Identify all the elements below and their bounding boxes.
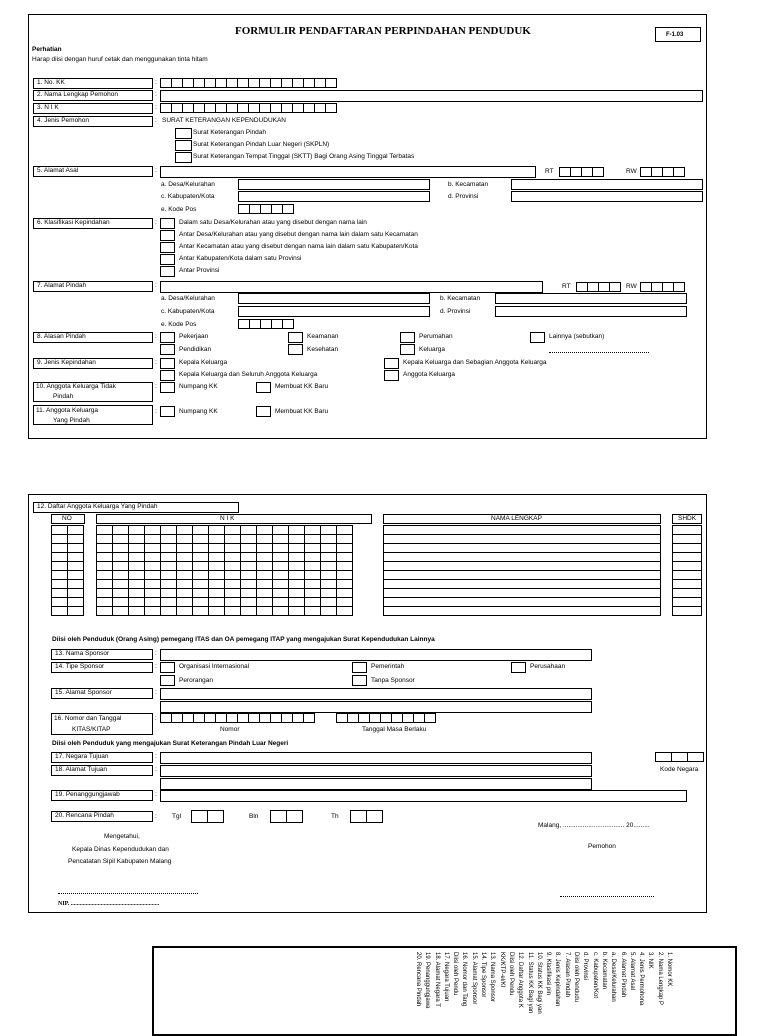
pindah-kabupaten-input[interactable] xyxy=(238,306,430,317)
page-3-line: 18. Alamat Negara T xyxy=(433,952,440,1007)
label-no-kk: 1. No. KK xyxy=(33,78,153,89)
label-alamat-sponsor: 15. Alamat Sponsor xyxy=(51,688,153,699)
table-cell[interactable] xyxy=(240,606,257,616)
label-rencana-pindah: 20. Rencana Pindah xyxy=(51,811,153,822)
label-nama-pemohon: 2. Nama Lengkap Pemohon xyxy=(33,90,153,101)
label-nik: 3. N I K xyxy=(33,103,153,114)
table-cell[interactable] xyxy=(208,606,225,616)
checkbox-pemerintah[interactable] xyxy=(352,662,367,673)
colon: : xyxy=(155,766,157,773)
label-penanggungjawab: 19. Penanggungjawab xyxy=(51,790,153,801)
jenis-pemohon-heading: SURAT KETERANGAN KEPENDUDUKAN xyxy=(162,117,287,124)
desa-label: a. Desa/Kelurahan xyxy=(161,295,215,302)
page-3-line: 9. Klasifikasi pin xyxy=(545,952,552,996)
lainnya-line[interactable] xyxy=(549,352,649,353)
sign-pemohon: Pemohon xyxy=(588,843,616,850)
page-3-line: Diisi oleh Pendu xyxy=(507,952,514,996)
checkbox-pindah-numpang[interactable] xyxy=(160,406,175,417)
tidak-baru-label: Membuat KK Baru xyxy=(275,383,329,390)
rt-label: RT xyxy=(562,283,571,290)
colon: : xyxy=(155,333,157,340)
checkbox-anggota[interactable] xyxy=(384,370,399,381)
alamat-pindah-rt-input[interactable] xyxy=(576,282,620,292)
klas-option-2: Antar Desa/Kelurahan atau yang disebut dengan nama lain dalam satu Kecamatan xyxy=(179,231,418,238)
colon: : xyxy=(155,408,157,415)
form-code: F-1.03 xyxy=(666,32,684,38)
pindah-kodepos-input[interactable] xyxy=(238,319,293,329)
table-cell[interactable] xyxy=(67,606,84,616)
rencana-tgl-label: Tgl xyxy=(172,813,182,820)
alamat-pindah-rw-input[interactable] xyxy=(640,282,684,292)
colon: : xyxy=(155,753,157,760)
alamat-tujuan-input-2[interactable] xyxy=(160,778,592,790)
page-3-line: 16. Nomor dan Tang xyxy=(461,952,468,1007)
kepindahan-anggota: Anggota Keluarga xyxy=(403,371,456,378)
table-cell[interactable] xyxy=(383,606,661,616)
no-kk-input[interactable] xyxy=(160,78,336,88)
page-3-line: 12. Daftar Anggota K xyxy=(517,952,524,1008)
klas-option-1: Dalam satu Desa/Kelurahan atau yang disebut dengan nama lain xyxy=(179,219,367,226)
page-3-line: 8. Jenis Kepindahan xyxy=(554,952,561,1007)
checkbox-tanpa-sponsor[interactable] xyxy=(352,675,367,686)
asal-desa-input[interactable] xyxy=(238,179,430,190)
table-col-shdk: SHDK xyxy=(678,515,697,522)
table-cell[interactable] xyxy=(288,606,305,616)
page-3-line: 2. Nama Lengkap P xyxy=(656,952,663,1006)
page-3-line: 14. Tipe Sponsor xyxy=(480,952,486,998)
sponsor-tanpa: Tanpa Sponsor xyxy=(371,677,415,684)
table-cell[interactable] xyxy=(128,606,145,616)
colon: : xyxy=(155,167,157,174)
sponsor-org: Organisasi Internasional xyxy=(179,663,250,670)
checkbox-sktt[interactable] xyxy=(175,152,192,163)
colon: : xyxy=(155,359,157,366)
rencana-bln-label: Bln xyxy=(249,813,259,820)
table-cell[interactable] xyxy=(672,606,702,616)
alamat-sponsor-input-2[interactable] xyxy=(160,701,592,713)
page-3-line: 7. Alasan Pindah xyxy=(563,952,570,998)
page-3-line: 6. Alamat Pindah xyxy=(619,952,626,998)
page-3-line: 20. Rencana Pindah xyxy=(414,952,421,1007)
checkbox-keluarga[interactable] xyxy=(400,344,415,355)
label-klasifikasi: 6. Klasifikasi Kepindahan xyxy=(33,218,153,229)
rw-label: RW xyxy=(626,168,637,175)
sponsor-perorangan: Perorangan xyxy=(179,677,213,684)
table-cell[interactable] xyxy=(304,606,321,616)
negara-tujuan-input[interactable] xyxy=(160,752,592,764)
colon: : xyxy=(155,117,157,124)
label-alamat-asal: 5. Alamat Asal xyxy=(33,166,153,177)
table-cell[interactable] xyxy=(176,606,193,616)
page-3-line: Diisi oleh Pendu xyxy=(452,952,459,996)
label-alasan-pindah: 8. Alasan Pindah xyxy=(33,332,153,343)
kecamatan-label: b. Kecamatan xyxy=(440,295,481,302)
label-alamat-pindah: 7. Alamat Pindah xyxy=(33,281,153,292)
checkbox-kk-sebagian[interactable] xyxy=(384,358,399,369)
sponsor-perusahaan: Perusahaan xyxy=(530,663,566,670)
checkbox-perumahan[interactable] xyxy=(400,332,415,343)
page-3-line: 5. Alamat Asal xyxy=(628,952,635,991)
alasan-pekerjaan: Pekerjaan xyxy=(179,333,209,340)
klas-option-4: Antar Kabupaten/Kota dalam satu Provinsi xyxy=(179,255,302,262)
kabupaten-label: c. Kabupaten/Kota xyxy=(161,193,215,200)
table-cell[interactable] xyxy=(51,606,68,616)
kodepos-label: e. Kode Pos xyxy=(161,206,197,213)
asal-provinsi-input[interactable] xyxy=(511,191,703,202)
page-3-line: a. Desa/Kelurahan xyxy=(610,952,617,1002)
checkbox-keamanan[interactable] xyxy=(288,332,303,343)
provinsi-label: d. Provinsi xyxy=(440,308,471,315)
option-skpln: Surat Keterangan Pindah Luar Negeri (SKPLN) xyxy=(193,141,330,148)
alasan-kesehatan: Kesehatan xyxy=(307,346,339,353)
rw-label: RW xyxy=(626,283,637,290)
table-cell[interactable] xyxy=(224,606,241,616)
checkbox-klas-2[interactable] xyxy=(160,230,175,241)
table-cell[interactable] xyxy=(320,606,337,616)
checkbox-kk-seluruh[interactable] xyxy=(160,370,175,381)
pindah-kecamatan-input[interactable] xyxy=(495,293,687,304)
kode-negara-input[interactable] xyxy=(655,752,703,762)
checkbox-skp[interactable] xyxy=(175,128,192,139)
checkbox-skpln[interactable] xyxy=(175,140,192,151)
label-jenis-kepindahan: 9. Jenis Kepindahan xyxy=(33,358,153,369)
checkbox-pekerjaan[interactable] xyxy=(160,332,175,343)
colon: : xyxy=(155,91,157,98)
page-3-line: KK/KTP-el/KI xyxy=(498,952,505,988)
rencana-tgl-input[interactable] xyxy=(191,810,223,820)
sign-nip: NIP. ........................................................... xyxy=(58,901,160,907)
checkbox-lainnya[interactable] xyxy=(530,332,545,343)
table-cell[interactable] xyxy=(112,606,129,616)
page-3-line: 1. Nomor KK xyxy=(666,952,672,987)
checkbox-klas-5[interactable] xyxy=(160,266,175,277)
page-3-line: b. Kecamatan xyxy=(600,952,607,990)
kitas-tanggal-input[interactable] xyxy=(336,713,435,723)
checkbox-kk[interactable] xyxy=(160,358,175,369)
form-title: FORMULIR PENDAFTARAN PERPINDAHAN PENDUDUK xyxy=(235,25,531,37)
kepindahan-kk-sebagian: Kepala Keluarga dan Sebagian Anggota Keluarga xyxy=(403,359,547,366)
klas-option-5: Antar Provinsi xyxy=(179,267,220,274)
provinsi-label: d. Provinsi xyxy=(448,193,479,200)
label-anggota-pindah-line1: 11. Anggota Keluarga xyxy=(36,407,99,414)
label-tipe-sponsor: 14. Tipe Sponsor xyxy=(51,662,153,673)
page-3-line: 13. Nama Sponsor xyxy=(489,952,496,1003)
page-3-line: Diisi oleh Pendudu xyxy=(573,952,579,1003)
penanggungjawab-input[interactable] xyxy=(160,790,687,802)
rencana-th-label: Th xyxy=(331,813,339,820)
table-col-nama: NAMA LENGKAP xyxy=(491,515,542,522)
nama-sponsor-input[interactable] xyxy=(160,649,592,661)
colon: : xyxy=(155,689,157,696)
checkbox-tidak-numpang[interactable] xyxy=(160,382,175,393)
checkbox-klas-1[interactable] xyxy=(160,218,175,229)
table-cell[interactable] xyxy=(256,606,273,616)
label-anggota-tidak-pindah-line2: Pindah xyxy=(53,393,74,400)
alamat-asal-input[interactable] xyxy=(160,166,536,178)
kitas-nomor-label: Nomor xyxy=(220,726,240,733)
note-text: Harap diisi dengan huruf cetak dan menggunakan tinta hitam xyxy=(32,56,208,63)
alasan-perumahan: Perumahan xyxy=(419,333,453,340)
colon: : xyxy=(155,813,157,820)
table-cell[interactable] xyxy=(144,606,161,616)
nama-pemohon-input[interactable] xyxy=(160,90,703,102)
table-col-no: NO xyxy=(62,515,72,522)
page-3-line: 11. Status KK Bagi yan xyxy=(526,952,533,1014)
alamat-tujuan-input-1[interactable] xyxy=(160,765,592,777)
label-negara-tujuan: 17. Negara Tujuan xyxy=(51,752,153,763)
table-cell[interactable] xyxy=(160,606,177,616)
page-3-line: d. Provinsi xyxy=(582,952,589,981)
kode-negara-label: Kode Negara xyxy=(660,766,699,773)
kitas-tanggal-label: Tanggal Masa Berlaku xyxy=(362,726,427,733)
checkbox-perorangan[interactable] xyxy=(160,675,175,686)
page-3-line: 19. Penanggungjawa xyxy=(424,952,431,1009)
checkbox-perusahaan[interactable] xyxy=(511,662,526,673)
nik-input[interactable] xyxy=(160,103,336,113)
option-skp: Surat Keterangan Pindah xyxy=(193,129,266,136)
table-cell[interactable] xyxy=(96,606,113,616)
colon: : xyxy=(155,282,157,289)
label-alamat-tujuan: 18. Alamat Tujuan xyxy=(51,765,153,776)
asal-kecamatan-input[interactable] xyxy=(511,179,703,190)
signature-line-pemohon[interactable] xyxy=(560,896,654,897)
colon: : xyxy=(155,791,157,798)
label-jenis-pemohon: 4. Jenis Pemohon xyxy=(33,116,153,127)
section-orang-asing: Diisi oleh Penduduk (Orang Asing) pemegang ITAS dan OA pemegang ITAP yang mengajukan Surat Kependudukan Lainnya xyxy=(52,636,435,643)
checkbox-kesehatan[interactable] xyxy=(288,344,303,355)
asal-kodepos-input[interactable] xyxy=(238,204,293,214)
checkbox-klas-4[interactable] xyxy=(160,254,175,265)
alasan-lainnya: Lainnya (sebutkan) xyxy=(549,333,605,340)
pindah-provinsi-input[interactable] xyxy=(495,306,687,317)
page-3-line: 10. Status KK Bagi yan xyxy=(535,952,542,1014)
signature-line-kepala[interactable] xyxy=(58,893,198,894)
rt-label: RT xyxy=(545,168,554,175)
page-3-line: 15. Alamat Sponsor xyxy=(470,952,477,1005)
table-cell[interactable] xyxy=(336,606,353,616)
page-3-line: c. Kabupaten/Kot xyxy=(591,952,598,999)
option-sktt: Surat Keterangan Tempat Tinggal (SKTT) Bagi Orang Asing Tinggal Terbatas xyxy=(193,153,415,160)
label-nomor-kitas-line2: KITAS/KITAP xyxy=(72,726,111,733)
alamat-asal-rt-input[interactable] xyxy=(559,167,603,177)
checkbox-tidak-baru[interactable] xyxy=(256,382,271,393)
page-3-line: 17. Negara Tujuan xyxy=(442,952,449,1002)
page-3-line: 4. Jenis Permohona xyxy=(638,952,645,1006)
sign-mengetahui: Mengetahui, xyxy=(104,833,140,840)
label-nomor-kitas-line1: 16. Nomor dan Tanggal xyxy=(54,715,122,722)
label-anggota-pindah-line2: Yang Pindah xyxy=(53,417,90,424)
sponsor-pemerintah: Pemerintah xyxy=(371,663,405,670)
table-col-nik: N I K xyxy=(220,515,235,522)
label-nama-sponsor: 13. Nama Sponsor xyxy=(51,649,153,660)
colon: : xyxy=(155,383,157,390)
alamat-sponsor-input-1[interactable] xyxy=(160,688,592,700)
checkbox-klas-3[interactable] xyxy=(160,242,175,253)
checkbox-pendidikan[interactable] xyxy=(160,344,175,355)
pindah-numpang-label: Numpang KK xyxy=(179,408,218,415)
alasan-pendidikan: Pendidikan xyxy=(179,346,212,353)
alasan-keamanan: Keamanan xyxy=(307,333,339,340)
alamat-asal-rw-input[interactable] xyxy=(640,167,684,177)
colon: : xyxy=(155,79,157,86)
colon: : xyxy=(155,650,157,657)
desa-label: a. Desa/Kelurahan xyxy=(161,181,215,188)
colon: : xyxy=(155,715,157,722)
label-anggota-tidak-pindah-line1: 10. Anggota Keluarga Tidak xyxy=(36,383,116,390)
sign-place-date: Malang, .................................. 20......... xyxy=(538,822,650,829)
colon: : xyxy=(155,219,157,226)
rencana-bln-input[interactable] xyxy=(270,810,302,820)
table-cell[interactable] xyxy=(272,606,289,616)
rencana-th-input[interactable] xyxy=(350,810,382,820)
kitas-nomor-input[interactable] xyxy=(160,713,314,723)
kepindahan-kk: Kepala Keluarga xyxy=(179,359,228,366)
checkbox-pindah-baru[interactable] xyxy=(256,406,271,417)
alamat-pindah-input[interactable] xyxy=(160,281,543,293)
colon: : xyxy=(155,663,157,670)
kabupaten-label: c. Kabupaten/Kota xyxy=(161,308,215,315)
label-daftar-anggota: 12. Daftar Anggota Keluarga Yang Pindah xyxy=(33,502,239,513)
sign-pencatatan: Pencatatan Sipil Kabupaten Malang xyxy=(68,858,172,865)
pindah-desa-input[interactable] xyxy=(238,293,430,304)
table-cell[interactable] xyxy=(192,606,209,616)
section-luar-negeri: Diisi oleh Penduduk yang mengajukan Surat Keterangan Pindah Luar Negeri xyxy=(52,740,289,747)
asal-kabupaten-input[interactable] xyxy=(238,191,430,202)
pindah-baru-label: Membuat KK Baru xyxy=(275,408,329,415)
alasan-keluarga: Keluarga xyxy=(419,346,446,353)
tidak-numpang-label: Numpang KK xyxy=(179,383,218,390)
kecamatan-label: b. Kecamatan xyxy=(448,181,489,188)
checkbox-org-internasional[interactable] xyxy=(160,662,175,673)
page-3-line: 3. NIK xyxy=(647,952,654,969)
note-title: Perhatian xyxy=(32,46,62,53)
sign-kepala: Kepala Dinas Kependudukan dan xyxy=(72,846,169,853)
klas-option-3: Antar Kecamatan atau yang disebut dengan nama lain dalam satu Kabupaten/Kota xyxy=(179,243,418,250)
kepindahan-kk-seluruh: Kepala Keluarga dan Seluruh Anggota Keluarga xyxy=(179,371,318,378)
colon: : xyxy=(155,104,157,111)
kodepos-label: e. Kode Pos xyxy=(161,321,197,328)
